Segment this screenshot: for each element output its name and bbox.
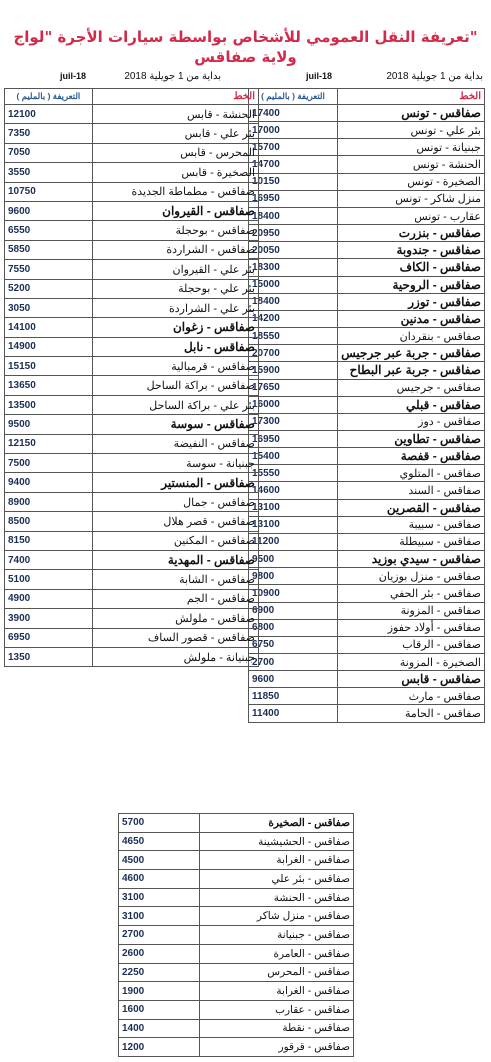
route-cell: جبنيانة - ملولش — [92, 647, 258, 666]
route-cell: صفاقس - السند — [338, 482, 485, 499]
route-cell: الحنشة - تونس — [338, 156, 485, 173]
route-cell: صفاقس - سبيطلة — [338, 533, 485, 550]
table-row — [249, 362, 485, 379]
table-row — [249, 413, 485, 430]
price-column-header: التعريفة ( بالمليم ) — [5, 89, 93, 105]
price-cell: 1600 — [119, 1000, 200, 1019]
route-cell: صفاقس - قابس — [338, 671, 485, 688]
route-cell: صفاقس - أولاد حفوز — [338, 619, 485, 636]
price-cell: 5700 — [119, 814, 200, 833]
price-cell: 8500 — [5, 512, 93, 531]
price-cell: 1200 — [119, 1038, 200, 1057]
price-cell: 15550 — [249, 465, 338, 482]
route-cell: صفاقس - النفيضة — [92, 434, 258, 453]
route-cell: صفاقس - نقطة — [199, 1019, 353, 1038]
table-row — [249, 671, 485, 688]
table-row — [5, 395, 259, 414]
price-cell: 6800 — [249, 619, 338, 636]
route-cell: صفاقس - منزل بوزيان — [338, 568, 485, 585]
route-cell: الصخيرة - قابس — [92, 163, 258, 182]
right-month-badge: juil-18 — [306, 71, 333, 81]
price-cell: 9600 — [5, 201, 93, 220]
table-row — [119, 926, 354, 945]
route-cell: صفاقس - بئر علي — [199, 870, 353, 889]
table-row — [249, 499, 485, 516]
route-cell: صفاقس - جربة عبر جرجيس — [338, 345, 485, 362]
route-cell: صفاقس - الكاف — [338, 259, 485, 276]
route-cell: صفاقس - قصر هلال — [92, 512, 258, 531]
table-row — [119, 907, 354, 926]
price-cell: 15000 — [249, 276, 338, 293]
table-row — [5, 124, 259, 143]
table-row — [249, 636, 485, 653]
route-cell: صفاقس - الشراردة — [92, 240, 258, 259]
price-cell: 2700 — [119, 926, 200, 945]
table-row — [5, 298, 259, 317]
price-cell: 16950 — [249, 190, 338, 207]
table-row — [249, 430, 485, 447]
route-cell: صفاقس - جبنيانة — [199, 926, 353, 945]
price-cell: 7350 — [5, 124, 93, 143]
table-row — [119, 832, 354, 851]
price-cell: 3100 — [119, 888, 200, 907]
table-row — [249, 619, 485, 636]
table-row — [249, 156, 485, 173]
left-fare-table — [4, 88, 259, 667]
table-row — [249, 207, 485, 224]
table-row — [5, 415, 259, 434]
table-row — [119, 982, 354, 1001]
table-row — [249, 276, 485, 293]
route-cell: صفاقس - الجم — [92, 589, 258, 608]
price-cell: 6550 — [5, 221, 93, 240]
route-cell: صفاقس - بئر الحفي — [338, 585, 485, 602]
route-cell: منزل شاكر - تونس — [338, 190, 485, 207]
route-cell: صفاقس - المتلوي — [338, 465, 485, 482]
table-row — [119, 851, 354, 870]
price-cell: 8900 — [5, 492, 93, 511]
table-row — [249, 465, 485, 482]
route-cell: صفاقس - الغرابة — [199, 851, 353, 870]
price-cell: 13500 — [5, 395, 93, 414]
table-row — [5, 240, 259, 259]
bottom-fare-table — [118, 813, 354, 1057]
route-cell: صفاقس - جربة عبر البطاح — [338, 362, 485, 379]
price-cell: 2250 — [119, 963, 200, 982]
price-cell: 16000 — [249, 396, 338, 413]
route-cell: صفاقس - القصرين — [338, 499, 485, 516]
route-cell: صفاقس - تطاوين — [338, 430, 485, 447]
table-row — [249, 225, 485, 242]
table-row — [5, 143, 259, 162]
price-cell: 16950 — [249, 430, 338, 447]
route-cell: صفاقس - منزل شاكر — [199, 907, 353, 926]
price-cell: 10900 — [249, 585, 338, 602]
route-cell: بئر علي - قابس — [92, 124, 258, 143]
table-row — [249, 533, 485, 550]
table-row — [5, 628, 259, 647]
route-cell: صفاقس - تونس — [338, 105, 485, 122]
route-cell: صفاقس - المحرس — [199, 963, 353, 982]
table-row — [5, 318, 259, 337]
price-cell: 12100 — [5, 105, 93, 124]
table-row — [5, 337, 259, 356]
table-row — [5, 376, 259, 395]
price-cell: 1350 — [5, 647, 93, 666]
table-row — [249, 190, 485, 207]
route-cell: صفاقس - الحشيشينة — [199, 832, 353, 851]
route-cell: جبنيانة - تونس — [338, 139, 485, 156]
price-cell: 15700 — [249, 139, 338, 156]
right-fare-table — [248, 88, 485, 723]
price-cell: 15900 — [249, 362, 338, 379]
price-cell: 4600 — [119, 870, 200, 889]
price-cell: 8150 — [5, 531, 93, 550]
table-row — [5, 105, 259, 124]
table-row — [249, 705, 485, 722]
route-cell: الحنشة - قابس — [92, 105, 258, 124]
table-row — [249, 328, 485, 345]
price-cell: 11200 — [249, 533, 338, 550]
table-row — [5, 609, 259, 628]
table-row — [249, 122, 485, 139]
route-cell: صفاقس - قرمبالية — [92, 357, 258, 376]
route-cell: صفاقس - المهدية — [92, 550, 258, 569]
route-cell: صفاقس - نابل — [92, 337, 258, 356]
price-cell: 18550 — [249, 328, 338, 345]
table-row — [5, 163, 259, 182]
route-cell: صفاقس - زغوان — [92, 318, 258, 337]
table-row — [249, 105, 485, 122]
right-table-header — [248, 71, 485, 87]
table-row — [249, 602, 485, 619]
route-cell: صفاقس - سيدي بوزيد — [338, 551, 485, 568]
table-row — [5, 221, 259, 240]
price-cell: 4650 — [119, 832, 200, 851]
table-row — [119, 963, 354, 982]
route-cell: عقارب - تونس — [338, 207, 485, 224]
route-cell: بئر علي - تونس — [338, 122, 485, 139]
route-cell: صفاقس - العامرة — [199, 944, 353, 963]
price-cell: 20950 — [249, 225, 338, 242]
price-cell: 10150 — [249, 173, 338, 190]
route-cell: صفاقس - بوحجلة — [92, 221, 258, 240]
route-cell: صفاقس - الشابة — [92, 570, 258, 589]
route-cell: صفاقس - الغرابة — [199, 982, 353, 1001]
price-cell: 7400 — [5, 550, 93, 569]
price-cell: 7500 — [5, 454, 93, 473]
price-cell: 11850 — [249, 688, 338, 705]
route-cell: صفاقس - الحامة — [338, 705, 485, 722]
route-cell: صفاقس - القيروان — [92, 201, 258, 220]
price-cell: 1400 — [119, 1019, 200, 1038]
route-cell: صفاقس - مارث — [338, 688, 485, 705]
route-cell: صفاقس - سبيبة — [338, 516, 485, 533]
price-cell: 14900 — [5, 337, 93, 356]
table-row — [249, 259, 485, 276]
table-row — [5, 647, 259, 666]
table-row — [5, 492, 259, 511]
route-cell: صفاقس - قفصة — [338, 448, 485, 465]
route-cell: بئر علي - القيروان — [92, 260, 258, 279]
route-cell: بئر علي - براكة الساحل — [92, 395, 258, 414]
price-cell: 3900 — [5, 609, 93, 628]
price-cell: 11400 — [249, 705, 338, 722]
route-cell: صفاقس - ملولش — [92, 609, 258, 628]
route-cell: الصخيرة - المزونة — [338, 654, 485, 671]
route-cell: صفاقس - المزونة — [338, 602, 485, 619]
price-cell: 14200 — [249, 310, 338, 327]
price-cell: 15400 — [249, 448, 338, 465]
route-cell: صفاقس - قصور الساف — [92, 628, 258, 647]
price-cell: 17650 — [249, 379, 338, 396]
route-cell: بئر علي - بوحجلة — [92, 279, 258, 298]
document-subtitle: ولاية صفاقس — [194, 48, 297, 66]
route-cell: صفاقس - مدنين — [338, 310, 485, 327]
price-cell: 4500 — [119, 851, 200, 870]
table-row — [249, 654, 485, 671]
route-cell: صفاقس - دوز — [338, 413, 485, 430]
table-row — [5, 434, 259, 453]
table-row — [249, 293, 485, 310]
route-cell: بئر علي - الشراردة — [92, 298, 258, 317]
table-row — [5, 454, 259, 473]
table-row — [249, 568, 485, 585]
route-cell: صفاقس - جرجيس — [338, 379, 485, 396]
price-cell: 2600 — [119, 944, 200, 963]
table-row — [5, 512, 259, 531]
price-cell: 3100 — [119, 907, 200, 926]
price-column-header: التعريفة ( بالمليم ) — [249, 89, 338, 105]
route-cell: صفاقس - جندوبة — [338, 242, 485, 259]
price-cell: 9600 — [249, 671, 338, 688]
table-row — [5, 531, 259, 550]
price-cell: 5100 — [5, 570, 93, 589]
table-row — [5, 589, 259, 608]
table-row — [249, 379, 485, 396]
table-row — [5, 570, 259, 589]
route-cell: المحرس - قابس — [92, 143, 258, 162]
route-cell: صفاقس - توزر — [338, 293, 485, 310]
price-cell: 14600 — [249, 482, 338, 499]
price-cell: 18300 — [249, 259, 338, 276]
route-cell: صفاقس - براكة الساحل — [92, 376, 258, 395]
left-date-label: بداية من 1 جويلية 2018 — [124, 71, 221, 82]
table-row — [5, 201, 259, 220]
table-row — [5, 260, 259, 279]
table-row — [5, 473, 259, 492]
price-cell: 14100 — [5, 318, 93, 337]
table-row — [249, 345, 485, 362]
price-cell: 17300 — [249, 413, 338, 430]
table-row — [249, 688, 485, 705]
price-cell: 1900 — [119, 982, 200, 1001]
route-cell: صفاقس - المنستير — [92, 473, 258, 492]
price-cell: 7050 — [5, 143, 93, 162]
route-cell: صفاقس - الروحية — [338, 276, 485, 293]
route-cell: صفاقس - بنزرت — [338, 225, 485, 242]
table-row — [249, 139, 485, 156]
table-row — [249, 551, 485, 568]
route-cell: صفاقس - الحنشة — [199, 888, 353, 907]
route-cell: صفاقس - قرقور — [199, 1038, 353, 1057]
price-cell: 20050 — [249, 242, 338, 259]
price-cell: 17400 — [249, 105, 338, 122]
price-cell: 9800 — [249, 568, 338, 585]
price-cell: 7550 — [5, 260, 93, 279]
price-cell: 17000 — [249, 122, 338, 139]
price-cell: 6750 — [249, 636, 338, 653]
table-row — [119, 888, 354, 907]
price-cell: 13100 — [249, 499, 338, 516]
table-row — [249, 448, 485, 465]
price-cell: 10750 — [5, 182, 93, 201]
table-row — [249, 482, 485, 499]
route-cell: صفاقس - الرقاب — [338, 636, 485, 653]
table-row — [249, 173, 485, 190]
document-title: تعريفة النقل العمومي للأشخاص بواسطة سيارات الأجرة "لواج" — [13, 28, 478, 46]
table-row — [119, 870, 354, 889]
left-table-header — [4, 71, 259, 87]
route-cell: صفاقس - مطماطة الجديدة — [92, 182, 258, 201]
table-row — [5, 182, 259, 201]
price-cell: 20700 — [249, 345, 338, 362]
price-cell: 2700 — [249, 654, 338, 671]
price-cell: 9400 — [5, 473, 93, 492]
table-row — [249, 310, 485, 327]
table-row — [249, 242, 485, 259]
price-cell: 5200 — [5, 279, 93, 298]
route-column-header: الخط — [92, 89, 258, 105]
price-cell: 5850 — [5, 240, 93, 259]
price-cell: 3050 — [5, 298, 93, 317]
price-cell: 4900 — [5, 589, 93, 608]
price-cell: 6900 — [249, 602, 338, 619]
table-row — [119, 1000, 354, 1019]
table-row — [5, 550, 259, 569]
table-row — [119, 944, 354, 963]
table-row — [249, 516, 485, 533]
route-cell: صفاقس - الصخيرة — [199, 814, 353, 833]
price-cell: 13100 — [249, 516, 338, 533]
route-cell: صفاقس - سوسة — [92, 415, 258, 434]
table-row — [5, 279, 259, 298]
price-cell: 18400 — [249, 207, 338, 224]
price-cell: 6950 — [5, 628, 93, 647]
route-column-header: الخط — [338, 89, 485, 105]
table-row — [5, 357, 259, 376]
route-cell: الصخيرة - تونس — [338, 173, 485, 190]
price-cell: 9500 — [249, 551, 338, 568]
table-row — [119, 1038, 354, 1057]
price-cell: 15150 — [5, 357, 93, 376]
price-cell: 3550 — [5, 163, 93, 182]
table-row — [249, 585, 485, 602]
price-cell: 13650 — [5, 376, 93, 395]
price-cell: 14700 — [249, 156, 338, 173]
table-row — [119, 1019, 354, 1038]
route-cell: صفاقس - المكنين — [92, 531, 258, 550]
price-cell: 12150 — [5, 434, 93, 453]
price-cell: 9500 — [5, 415, 93, 434]
route-cell: صفاقس - جمال — [92, 492, 258, 511]
left-month-badge: juil-18 — [60, 71, 87, 81]
route-cell: صفاقس - عقارب — [199, 1000, 353, 1019]
table-row — [249, 396, 485, 413]
route-cell: صفاقس - بنقردان — [338, 328, 485, 345]
table-row — [119, 814, 354, 833]
route-cell: جبنيانة - سوسة — [92, 454, 258, 473]
right-date-label: بداية من 1 جويلية 2018 — [386, 71, 483, 82]
route-cell: صفاقس - قبلي — [338, 396, 485, 413]
price-cell: 18400 — [249, 293, 338, 310]
